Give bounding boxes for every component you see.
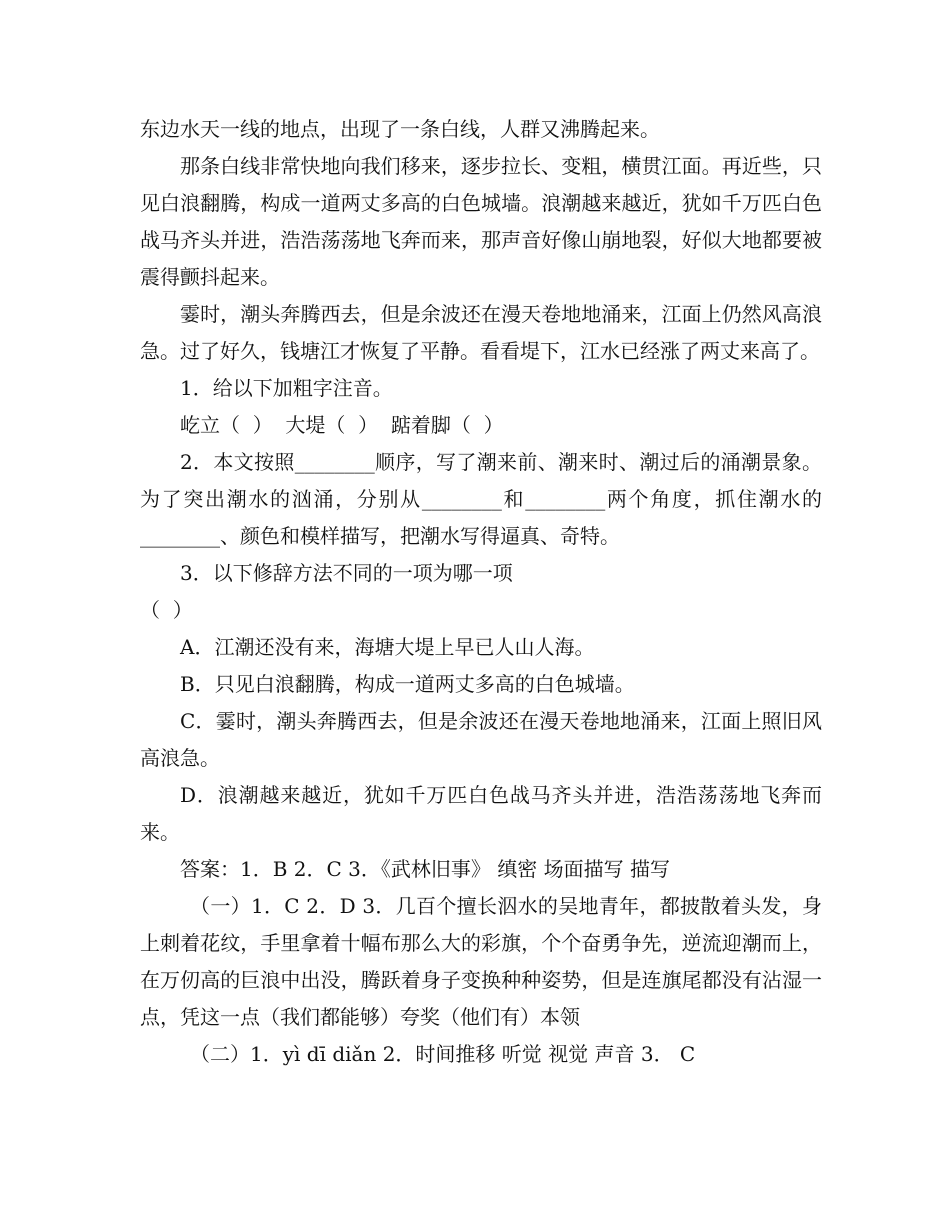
option-b: B．只见白浪翻腾，构成一道两丈多高的白色城墙。 [180, 672, 635, 696]
question-3: 3．以下修辞方法不同的一项为哪一项 [180, 561, 513, 585]
paragraph-1: 东边水天一线的地点，出现了一条白线，人群又沸腾起来。 [140, 117, 660, 141]
answer-key: 答案：1．B 2．C 3．《武林旧事》 缜密 场面描写 描写 [180, 857, 670, 881]
question-3-answer-paren: （ ） [140, 598, 193, 622]
option-d: D．浪潮越来越近，犹如千万匹白色战马齐头并进，浩浩荡荡地飞奔而来。 [140, 783, 822, 844]
answer-part-1: （一）1．C 2．D 3．几百个擅长泅水的吴地青年，都披散着头发，身上刺着花纹，手里拿着十幅布那么大的彩旗，个个奋勇争先，逆流迎潮而上，在万仞高的巨浪中出没，腾跃着身子变换种种姿势，但是连旗尾都没有沾湿一点，凭这一点（我们都能够）夸奖（他们有）本领 [140, 894, 822, 1029]
question-2: 2．本文按照________顺序，写了潮来前、潮来时、潮过后的涌潮景象。为了突出潮水的汹涌，分别从________和________两个角度，抓住潮水的________、颜色和模样描写，把潮水写得逼真、奇特。 [140, 450, 822, 548]
option-a: A．江潮还没有来，海塘大堤上早已人山人海。 [180, 635, 595, 659]
question-1: 1．给以下加粗字注音。 [180, 376, 393, 400]
paragraph-2: 那条白线非常快地向我们移来，逐步拉长、变粗，横贯江面。再近些，只见白浪翻腾，构成一道两丈多高的白色城墙。浪潮越来越近，犹如千万匹白色战马齐头并进，浩浩荡荡地飞奔而来，那声音好像山崩地裂，好似大地都要被震得颤抖起来。 [140, 154, 822, 289]
document-body [140, 111, 822, 1073]
answer-part-2: （二）1．yì dī diǎn 2．时间推移 听觉 视觉 声音 3． C [190, 1042, 696, 1066]
paragraph-3: 霎时，潮头奔腾西去，但是余波还在漫天卷地地涌来，江面上仍然风高浪急。过了好久，钱塘江才恢复了平静。看看堤下，江水已经涨了两丈来高了。 [140, 302, 822, 363]
option-c: C．霎时，潮头奔腾西去，但是余波还在漫天卷地地涌来，江面上照旧风高浪急。 [140, 709, 822, 770]
question-1-items: 屹立（ ） 大堤（ ） 踮着脚（ ） [180, 413, 504, 437]
